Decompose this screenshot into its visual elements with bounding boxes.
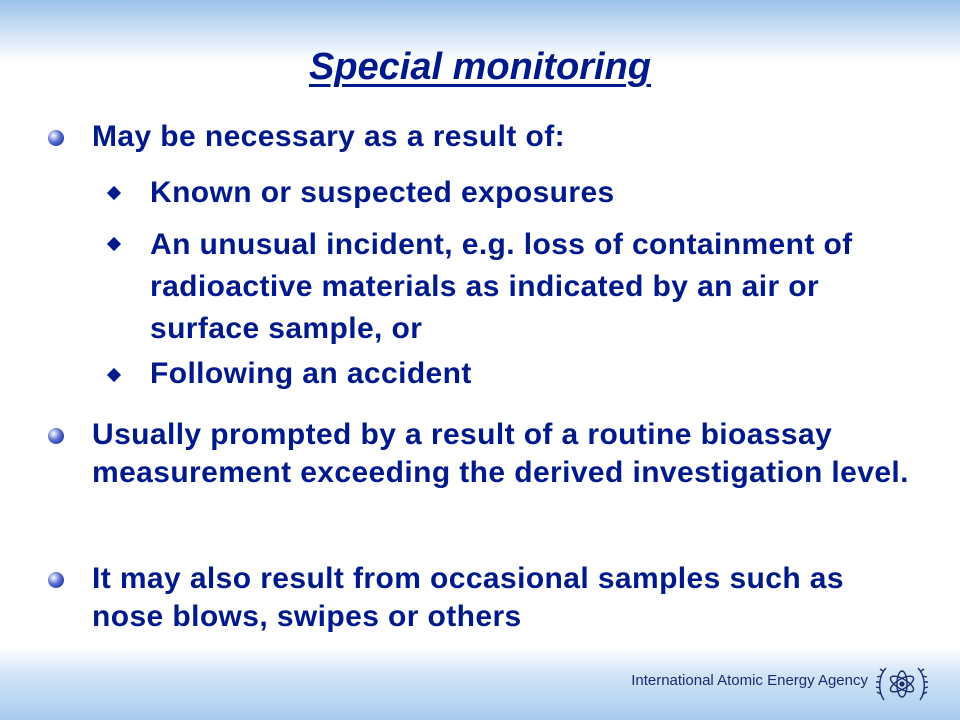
subbullet-text: Known or suspected exposures: [150, 176, 615, 209]
bullet-text: It may also result from occasional samples such as nose blows, swipes or others: [92, 562, 844, 633]
bullet-text: Usually prompted by a result of a routine bioassay measurement exceeding the derived investigation level.: [92, 418, 909, 489]
slide-title: [0, 46, 960, 89]
bullet-dot-icon: [48, 428, 64, 444]
diamond-bullet-icon: [107, 368, 121, 382]
organization-name: International Atomic Energy Agency: [631, 672, 868, 689]
diamond-bullet-icon: [107, 186, 121, 200]
slide-title-text: Special monitoring: [308, 46, 652, 88]
bullet-dot-icon: [48, 572, 64, 588]
bullet-dot-icon: [48, 130, 64, 146]
diamond-bullet-icon: [107, 237, 121, 251]
subbullet-text: Following an accident: [150, 357, 472, 390]
bullet-text: May be necessary as a result of:: [92, 120, 566, 153]
iaea-emblem-icon: [874, 660, 930, 708]
subbullet-text: An unusual incident, e.g. loss of containment of radioactive materials as indicated by an air or surface sample, or: [150, 228, 853, 345]
